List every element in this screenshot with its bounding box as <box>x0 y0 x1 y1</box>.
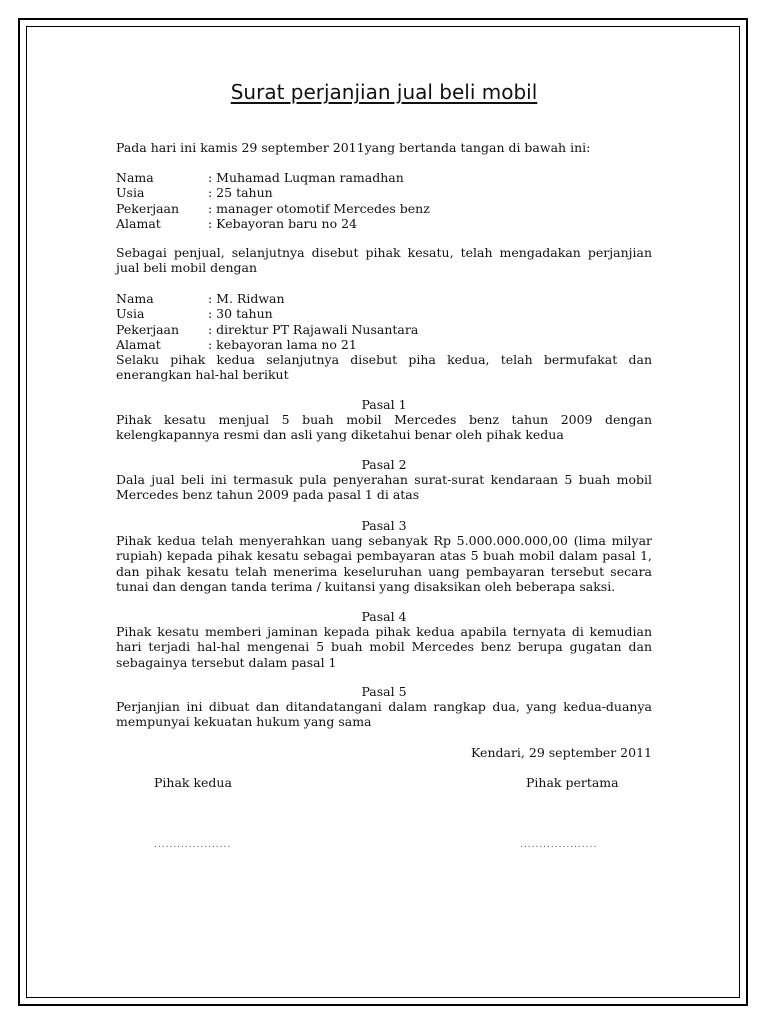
document-title: Surat perjanjian jual beli mobil <box>230 80 538 104</box>
party2-details <box>116 291 652 353</box>
pasal-3-heading: Pasal 3 <box>361 518 407 533</box>
party1-role-paragraph: Sebagai penjual, selanjutnya disebut pihak kesatu, telah mengadakan perjanjian jual beli mobil dengan <box>116 245 652 276</box>
party2-role-paragraph: Selaku pihak kedua selanjutnya disebut piha kedua, telah bermufakat dan enerangkan hal-hal berikut <box>116 352 652 383</box>
party2-row-pekerjaan: Pekerjaan : direktur PT Rajawali Nusantara <box>116 321 419 337</box>
place-date: Kendari, 29 september 2011 <box>471 745 652 760</box>
pasal-1-heading: Pasal 1 <box>361 397 407 412</box>
party2-row-nama: Nama : M. Ridwan <box>116 291 285 306</box>
signature-line-pihak-pertama: .................... <box>520 840 598 850</box>
pasal-5-text: Perjanjian ini dibuat dan ditandatangani dalam rangkap dua, yang kedua-duanya mempunyai kekuatan hukum yang sama <box>116 699 652 730</box>
pasal-1-text: Pihak kesatu menjual 5 buah mobil Mercedes benz tahun 2009 dengan kelengkapannya resmi dan asli yang diketahui benar oleh pihak kedua <box>116 412 652 443</box>
party1-row-usia: Usia : 25 tahun <box>116 185 273 201</box>
party2-row-usia: Usia : 30 tahun <box>116 306 273 322</box>
pasal-4-text: Pihak kesatu memberi jaminan kepada pihak kedua apabila ternyata di kemudian hari terjadi hal-hal mengenai 5 buah mobil Mercedes benz berupa gugatan dan sebagainya tersebut dalam pasal 1 <box>116 624 652 670</box>
signature-line-pihak-kedua: .................... <box>154 840 232 850</box>
party1-details <box>116 170 652 232</box>
pasal-4-heading: Pasal 4 <box>361 609 407 624</box>
party1-row-alamat: Alamat : Kebayoran baru no 24 <box>116 216 357 232</box>
signature-label-pihak-pertama: Pihak pertama <box>526 775 619 790</box>
pasal-3-text: Pihak kedua telah menyerahkan uang sebanyak Rp 5.000.000.000,00 (lima milyar rupiah) kepada pihak kesatu sebagai pembayaran atas 5 buah mobil dalam pasal 1, dan pihak kesatu telah menerima keseluruhan uang pembayaran tersebut secara tunai dan dengan tanda terima / kuitansi yang disaksikan oleh beberapa saksi. <box>116 533 652 595</box>
pasal-2-text: Dala jual beli ini termasuk pula penyerahan surat-surat kendaraan 5 buah mobil Mercedes benz tahun 2009 pada pasal 1 di atas <box>116 472 652 503</box>
party1-row-pekerjaan: Pekerjaan : manager otomotif Mercedes benz <box>116 200 430 216</box>
party1-row-nama: Nama : Muhamad Luqman ramadhan <box>116 170 404 185</box>
signature-label-pihak-kedua: Pihak kedua <box>154 775 232 790</box>
intro-paragraph: Pada hari ini kamis 29 september 2011yang bertanda tangan di bawah ini: <box>116 140 591 155</box>
pasal-2-heading: Pasal 2 <box>361 457 407 472</box>
pasal-5-heading: Pasal 5 <box>361 684 407 699</box>
party2-row-alamat: Alamat : kebayoran lama no 21 <box>116 337 357 353</box>
